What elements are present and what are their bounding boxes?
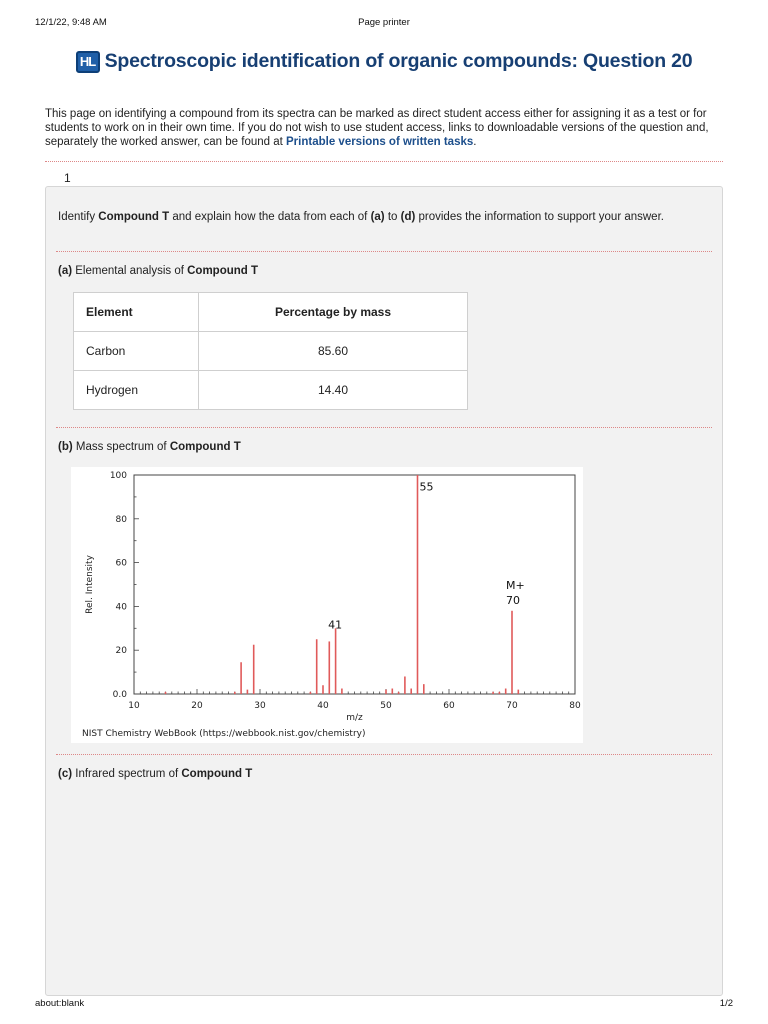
divider [56, 427, 712, 428]
prompt-text: to [384, 211, 401, 223]
peak-annotation-line: M+ [506, 578, 525, 592]
x-tick-label: 20 [191, 701, 203, 711]
prompt-compound: Compound T [98, 211, 170, 223]
elemental-analysis-table [73, 292, 468, 410]
part-c-label: (c) [58, 768, 73, 780]
y-tick-label: 80 [115, 514, 127, 525]
x-tick-label: 10 [128, 701, 140, 711]
part-b-compound: Compound T [169, 441, 241, 453]
x-tick-label: 50 [380, 701, 392, 711]
printable-versions-link[interactable]: Printable versions of written tasks [286, 136, 474, 148]
peak-annotation-line: 55 [419, 480, 434, 494]
table-row [74, 371, 468, 410]
prompt-text: and explain how the data from each of [169, 211, 371, 223]
x-axis-label: m/z [346, 713, 363, 723]
table-header-row [74, 293, 468, 332]
spectrum-peaks [166, 475, 519, 694]
part-a-label: (a) [58, 265, 73, 277]
x-tick-label: 30 [254, 701, 266, 711]
print-datetime: 12/1/22, 9:48 AM [35, 17, 107, 28]
part-c-compound: Compound T [181, 768, 253, 780]
peak-annotation [506, 579, 525, 607]
print-url: about:blank [35, 998, 85, 1009]
hl-logo-icon: HL [76, 51, 100, 73]
print-footer [35, 998, 733, 1012]
peak-annotation [420, 480, 434, 493]
part-a-text: Elemental analysis of [72, 265, 188, 277]
part-b-text: Mass spectrum of [72, 441, 170, 453]
y-tick-label: 0.0 [112, 690, 127, 700]
part-a-compound: Compound T [187, 265, 259, 277]
y-tick-label: 40 [115, 602, 127, 613]
percent-cell: 14.40 [199, 371, 468, 410]
x-tick-label: 60 [443, 701, 455, 711]
question-prompt [58, 210, 708, 224]
question-number: 1 [64, 171, 71, 185]
print-page-number: 1/2 [719, 998, 733, 1009]
element-cell: Carbon [74, 332, 199, 371]
divider [45, 161, 723, 162]
peak-annotation-line: 70 [506, 593, 520, 607]
part-b-label: (b) [58, 441, 73, 453]
question-box [45, 186, 723, 996]
chart-source-note: NIST Chemistry WebBook (https://webbook.nist.gov/chemistry) [82, 729, 366, 739]
y-tick-label: 100 [109, 471, 127, 481]
prompt-text: Identify [58, 211, 99, 223]
element-cell: Hydrogen [74, 371, 199, 410]
part-a-heading [58, 264, 708, 278]
page-title-row [0, 50, 768, 73]
intro-text: This page on identifying a compound from its spectra can be marked as direct student access either for assigning it as a test or for students to work on in their own time. If you do not wish to use student access, links to downloadable versions of the question and, separately the worked answer, can be found at [45, 108, 709, 148]
column-header-element: Element [74, 293, 199, 332]
divider [56, 251, 712, 252]
print-page-title: Page printer [358, 17, 410, 28]
x-tick-label: 40 [317, 701, 329, 711]
peak-annotations [328, 480, 525, 631]
mass-spectrum-svg [71, 467, 583, 743]
prompt-text: provides the information to support your answer. [415, 211, 664, 223]
print-header [35, 17, 733, 31]
divider [56, 754, 712, 755]
peak-annotation [328, 618, 342, 631]
y-tick-label: 20 [115, 646, 127, 657]
page-title: Spectroscopic identification of organic compounds: Question 20 [104, 50, 693, 72]
peak-annotation-line: 41 [328, 618, 343, 632]
prompt-part-d: (d) [400, 211, 416, 223]
prompt-part-a: (a) [370, 211, 385, 223]
y-tick-label: 60 [115, 558, 127, 569]
part-c-text: Infrared spectrum of [72, 768, 182, 780]
mass-spectrum-chart [71, 467, 583, 743]
x-tick-label: 80 [569, 701, 581, 711]
part-b-heading [58, 440, 708, 454]
x-tick-label: 70 [506, 701, 518, 711]
column-header-percentage: Percentage by mass [199, 293, 468, 332]
percent-cell: 85.60 [199, 332, 468, 371]
y-axis-label: Rel. Intensity [85, 555, 95, 614]
table-row [74, 332, 468, 371]
intro-end: . [473, 136, 477, 148]
intro-paragraph [45, 107, 725, 149]
part-c-heading [58, 767, 708, 781]
